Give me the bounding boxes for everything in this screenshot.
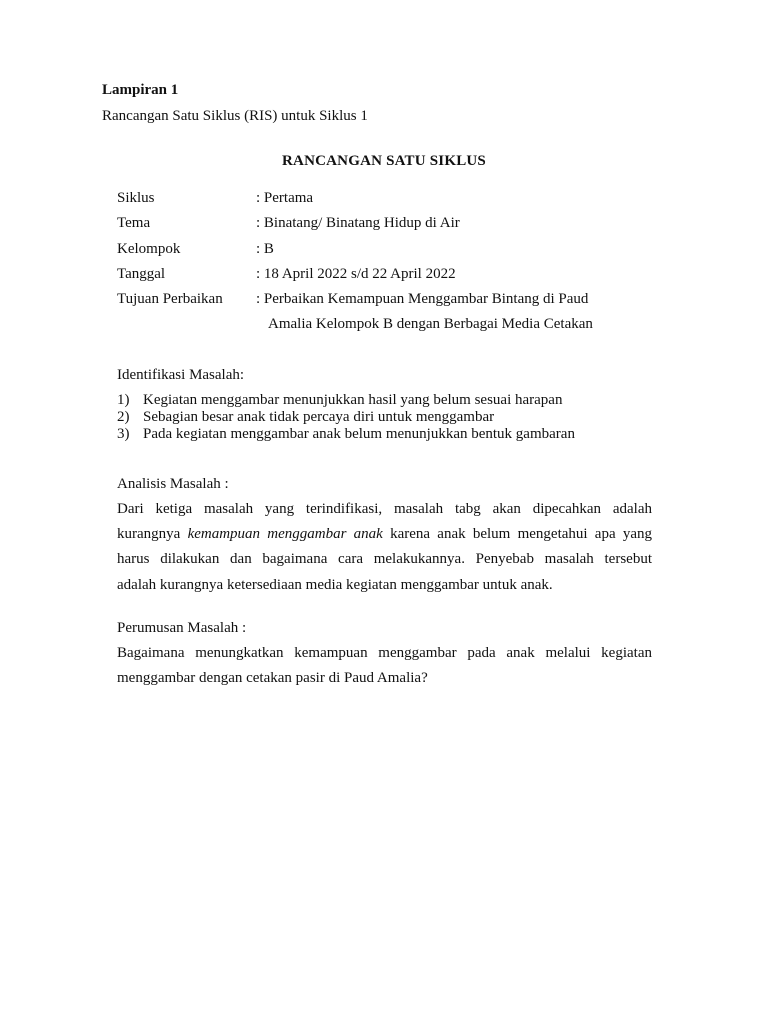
analisis-line-2-emphasis: kemampuan menggambar anak	[187, 526, 383, 542]
perumusan-line-1: Bagaimana menungkatkan kemampuan menggambar pada anak melalui kegiatan	[117, 645, 652, 661]
list-item-number: 2)	[117, 409, 130, 425]
analisis-line-1: Dari ketiga masalah yang terindifikasi, masalah tabg akan dipecahkan adalah	[117, 501, 652, 517]
appendix-heading: Lampiran 1	[102, 82, 179, 98]
field-value-kelompok: : B	[256, 241, 274, 257]
field-value-tujuan-cont: Amalia Kelompok B dengan Berbagai Media Cetakan	[268, 316, 593, 332]
document-title: RANCANGAN SATU SIKLUS	[282, 153, 486, 169]
identifikasi-heading: Identifikasi Masalah:	[117, 367, 245, 383]
list-item-number: 1)	[117, 392, 130, 408]
list-item-number: 3)	[117, 426, 130, 442]
field-value-tanggal: : 18 April 2022 s/d 22 April 2022	[256, 266, 456, 282]
analisis-line-2-post: karena anak belum mengetahui apa yang	[390, 526, 653, 542]
field-value-tujuan: : Perbaikan Kemampuan Menggambar Bintang di Paud	[256, 291, 589, 307]
analisis-heading: Analisis Masalah :	[117, 476, 229, 492]
analisis-line-2	[117, 526, 652, 543]
analisis-line-3: harus dilakukan dan bagaimana cara melakukannya. Penyebab masalah tersebut	[117, 551, 652, 567]
field-value-siklus: : Pertama	[256, 190, 314, 206]
field-label-kelompok: Kelompok	[117, 241, 181, 257]
list-item-text: Kegiatan menggambar menunjukkan hasil yang belum sesuai harapan	[143, 392, 563, 408]
analisis-line-2-pre: kurangnya	[117, 526, 181, 542]
field-label-tujuan: Tujuan Perbaikan	[117, 291, 223, 307]
field-value-tema: : Binatang/ Binatang Hidup di Air	[256, 215, 460, 231]
field-label-siklus: Siklus	[117, 190, 155, 206]
list-item-text: Pada kegiatan menggambar anak belum menunjukkan bentuk gambaran	[143, 426, 575, 442]
field-label-tema: Tema	[117, 215, 151, 231]
field-label-tanggal: Tanggal	[117, 266, 166, 282]
analisis-line-4: adalah kurangnya ketersediaan media kegiatan menggambar untuk anak.	[117, 577, 553, 593]
perumusan-line-2: menggambar dengan cetakan pasir di Paud Amalia?	[117, 670, 428, 686]
appendix-subtitle: Rancangan Satu Siklus (RIS) untuk Siklus 1	[102, 108, 368, 124]
perumusan-heading: Perumusan Masalah :	[117, 620, 247, 636]
list-item-text: Sebagian besar anak tidak percaya diri untuk menggambar	[143, 409, 495, 425]
